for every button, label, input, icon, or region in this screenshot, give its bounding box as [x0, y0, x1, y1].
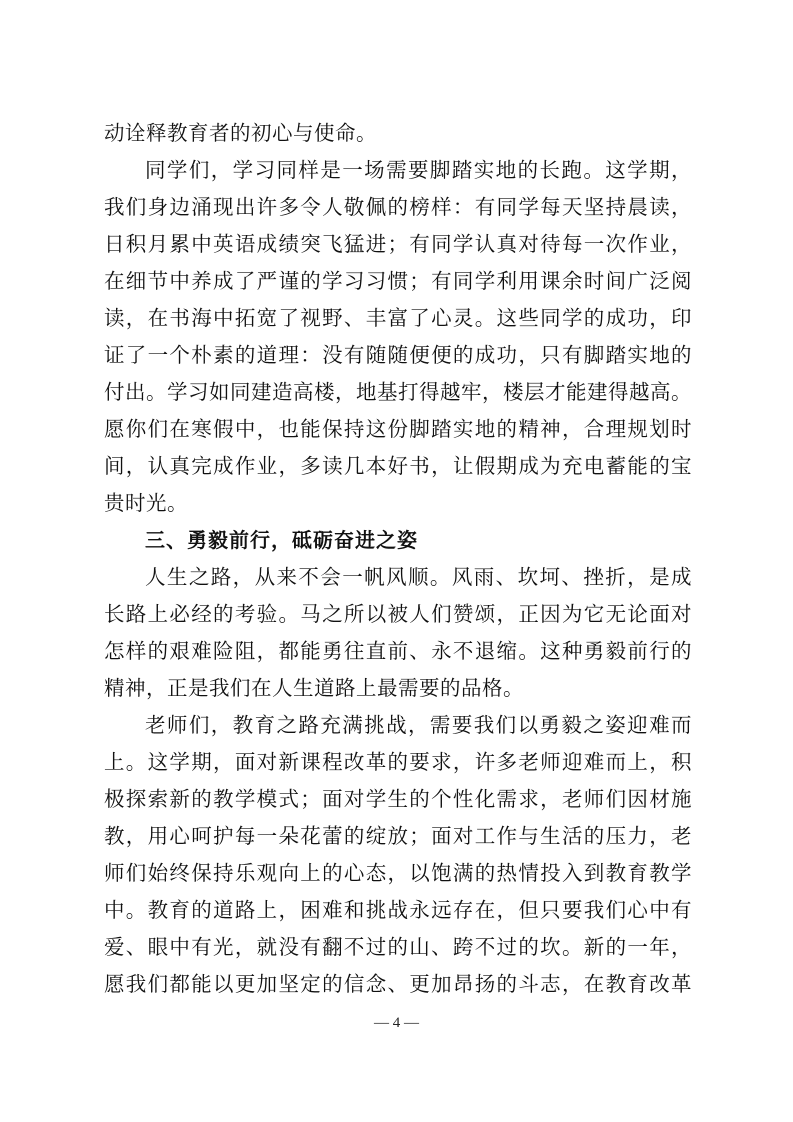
paragraph-line: 证了一个朴素的道理：没有随随便便的成功，只有脚踏实地的 — [104, 343, 692, 367]
paragraph-line: 间，认真完成作业，多读几本好书，让假期成为充电蓄能的宝 — [104, 454, 692, 478]
paragraph-line: 极探索新的教学模式；面对学生的个性化需求，老师们因材施 — [104, 787, 692, 811]
paragraph-line: 中。教育的道路上，困难和挑战永远存在，但只要我们心中有 — [104, 898, 692, 922]
paragraph-line: 读，在书海中拓宽了视野、丰富了心灵。这些同学的成功，印 — [104, 306, 692, 330]
paragraph-line: 我们身边涌现出许多令人敬佩的榜样：有同学每天坚持晨读， — [104, 195, 692, 219]
paragraph-line: 动诠释教育者的初心与使命。 — [104, 121, 377, 145]
paragraph-line: 愿你们在寒假中，也能保持这份脚踏实地的精神，合理规划时 — [104, 417, 692, 441]
paragraph-line: 爱、眼中有光，就没有翻不过的山、跨不过的坎。新的一年， — [104, 935, 692, 959]
paragraph-line: 愿我们都能以更加坚定的信念、更加昂扬的斗志，在教育改革 — [104, 972, 692, 996]
paragraph-line: 老师们，教育之路充满挑战，需要我们以勇毅之姿迎难而 — [145, 713, 692, 737]
section-heading: 三、勇毅前行，砥砺奋进之姿 — [145, 528, 418, 552]
paragraph-line: 长路上必经的考验。马之所以被人们赞颂，正因为它无论面对 — [104, 602, 692, 626]
paragraph-line: 付出。学习如同建造高楼，地基打得越牢，楼层才能建得越高。 — [104, 380, 692, 404]
paragraph-line: 贵时光。 — [104, 491, 188, 515]
paragraph-line: 精神，正是我们在人生道路上最需要的品格。 — [104, 676, 524, 700]
paragraph-line: 人生之路，从来不会一帆风顺。风雨、坎坷、挫折，是成 — [145, 565, 692, 589]
paragraph-line: 怎样的艰难险阻，都能勇往直前、永不退缩。这种勇毅前行的 — [104, 639, 692, 663]
paragraph-line: 在细节中养成了严谨的学习习惯；有同学利用课余时间广泛阅 — [104, 269, 692, 293]
paragraph-line: 同学们，学习同样是一场需要脚踏实地的长跑。这学期， — [145, 158, 692, 182]
paragraph-line: 上。这学期，面对新课程改革的要求，许多老师迎难而上，积 — [104, 750, 692, 774]
paragraph-line: 师们始终保持乐观向上的心态，以饱满的热情投入到教育教学 — [104, 861, 692, 885]
paragraph-line: 教，用心呵护每一朵花蕾的绽放；面对工作与生活的压力，老 — [104, 824, 692, 848]
page-number: — 4 — — [374, 1015, 419, 1031]
paragraph-line: 日积月累中英语成绩突飞猛进；有同学认真对待每一次作业， — [104, 232, 692, 256]
document-body — [104, 115, 692, 1003]
